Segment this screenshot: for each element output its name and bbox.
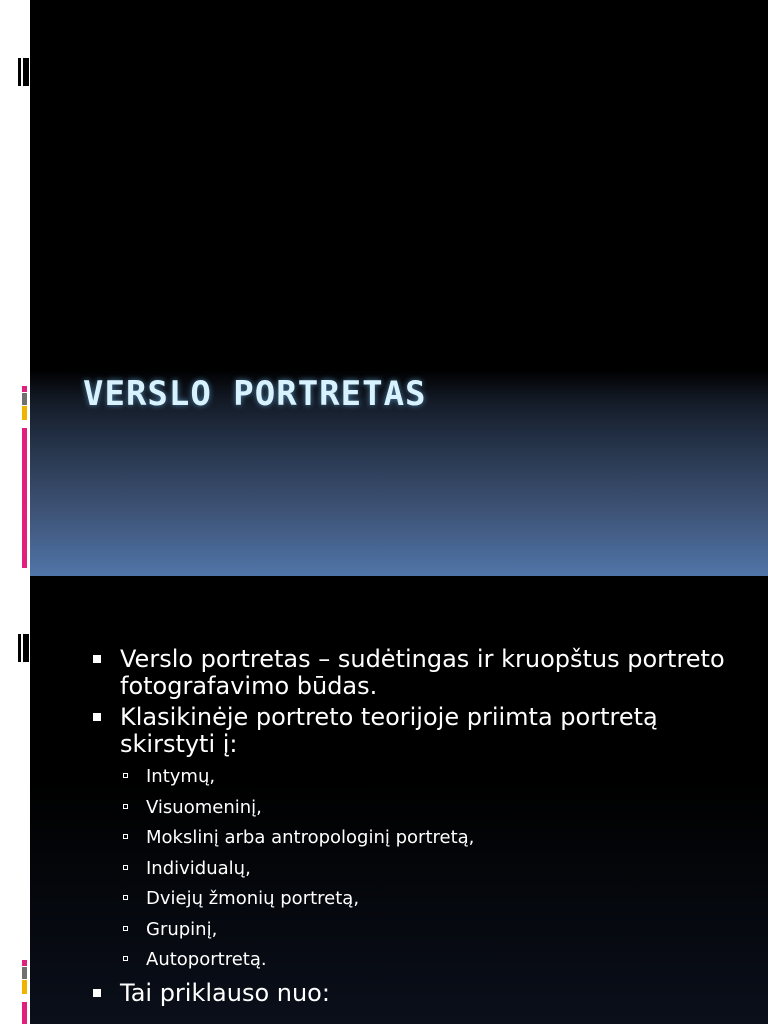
square-bullet-icon — [93, 655, 101, 663]
hollow-square-bullet-icon — [123, 834, 128, 839]
slide-marker — [18, 634, 21, 662]
sub-bullet-text: Mokslinį arba antropologinį portretą, — [146, 827, 475, 848]
hollow-square-bullet-icon — [123, 773, 128, 778]
sub-bullet-item — [90, 762, 760, 793]
accent-mark-gray — [22, 393, 27, 405]
square-bullet-icon — [93, 713, 101, 721]
hollow-square-bullet-icon — [123, 895, 128, 900]
sub-bullet-item — [90, 793, 760, 824]
sub-bullet-text: Visuomeninį, — [146, 796, 262, 818]
bullet-text: Verslo portretas – sudėtingas ir kruopštus portreto fotografavimo būdas. — [120, 645, 725, 700]
sub-bullet-item — [90, 854, 760, 885]
square-bullet-icon — [93, 989, 101, 997]
sub-bullet-text: Individualų, — [146, 857, 251, 879]
accent-mark-pink — [22, 386, 27, 392]
bullet-list — [90, 646, 760, 1011]
slide-marker — [23, 58, 29, 86]
accent-mark-gray — [22, 967, 27, 979]
hollow-square-bullet-icon — [123, 956, 128, 961]
accent-mark-yellow — [22, 406, 27, 420]
content-slide — [30, 576, 768, 1024]
bullet-item — [90, 646, 760, 700]
sub-bullet-text: Intymų, — [146, 766, 216, 787]
title-slide — [30, 0, 768, 576]
hollow-square-bullet-icon — [123, 804, 128, 809]
sub-bullet-item — [90, 945, 760, 976]
hollow-square-bullet-icon — [123, 926, 128, 931]
bullet-item — [90, 980, 760, 1007]
bullet-text: Klasikinėje portreto teorijoje priimta portretą skirstyti į: — [120, 703, 658, 758]
accent-bar-pink — [22, 428, 27, 568]
sub-bullet-item — [90, 884, 760, 915]
slide-title: VERSLO PORTRETAS — [83, 374, 427, 414]
sub-bullet-text: Autoportretą. — [146, 949, 267, 970]
slide-marker — [18, 58, 21, 86]
accent-mark-yellow — [22, 980, 27, 994]
slide-marker — [23, 634, 29, 662]
sub-bullet-text: Dviejų žmonių portretą, — [146, 888, 360, 909]
sub-bullet-text: Grupinį, — [146, 918, 218, 940]
hollow-square-bullet-icon — [123, 865, 128, 870]
sub-bullet-item — [90, 915, 760, 946]
accent-mark-pink — [22, 960, 27, 966]
bullet-text: Tai priklauso nuo: — [120, 978, 330, 1007]
accent-bar-pink — [22, 1002, 27, 1024]
sub-bullet-item — [90, 823, 760, 854]
left-margin-marks — [0, 0, 30, 1024]
sub-bullet-list — [90, 762, 760, 976]
bullet-item — [90, 704, 760, 758]
